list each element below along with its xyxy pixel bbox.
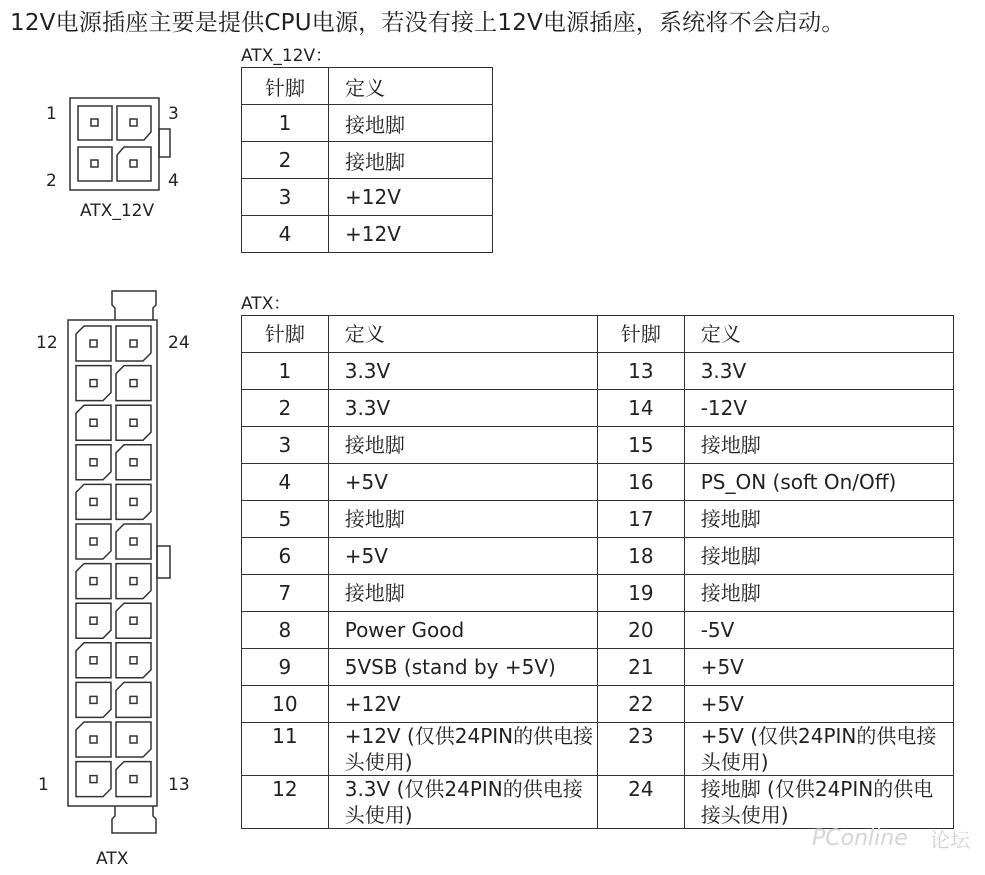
pin-label-24: 24 [168,333,190,353]
pin-contact [90,776,97,783]
pin-label-2: 2 [46,171,57,191]
pin-socket [116,643,151,678]
pin-cell: 5 [242,501,329,538]
definition-cell: +12V [329,179,493,216]
atx12v-diagram-label: ATX_12V [80,201,155,221]
header-definition-b: 定义 [684,316,953,353]
pin-contact [90,578,97,585]
atx-caption: ATX： [241,294,291,314]
definition-cell: +5V [684,686,953,723]
definition-cell: 接地脚 [329,105,493,142]
pin-cell: 11 [242,723,329,776]
definition-cell: PS_ON (soft On/Off) [684,464,953,501]
pin-socket [76,484,111,519]
definition-cell: Power Good [328,612,597,649]
pin-contact [130,340,137,347]
pin-contact [130,380,137,387]
pin-contact [90,419,97,426]
definition-cell: -5V [684,612,953,649]
page-title: 12V电源插座主要是提供CPU电源，若没有接上12V电源插座，系统将不会启动。 [10,10,845,36]
definition-cell: +5V (仅供24PIN的供电接头使用) [684,723,953,776]
pin-contact [90,696,97,703]
pin-socket [116,762,151,797]
pin-cell: 15 [597,427,684,464]
table-row [242,142,493,179]
pin-cell: 4 [242,464,329,501]
pin-cell: 2 [242,390,329,427]
header-definition-a: 定义 [328,316,597,353]
pin-socket [76,366,111,401]
atx12v-pin-table [241,67,493,253]
pin-socket [116,564,151,599]
header-pin-a: 针脚 [242,316,329,353]
pin-cell: 3 [242,179,329,216]
pin-contact [90,380,97,387]
atx12v-connector-diagram [70,98,170,190]
table-row [242,501,954,538]
table-row [242,216,493,253]
pin-cell: 24 [597,776,684,829]
table-row [242,353,954,390]
definition-cell: 3.3V (仅供24PIN的供电接头使用) [328,776,597,829]
pin-cell: 20 [597,612,684,649]
pin-contact [130,617,137,624]
table-row [242,649,954,686]
table-row [242,538,954,575]
pin-socket [116,484,151,519]
definition-cell: -12V [684,390,953,427]
table-row [242,686,954,723]
pin-socket [76,326,111,361]
table-row [242,390,954,427]
table-row [242,612,954,649]
pin-cell: 10 [242,686,329,723]
atx-diagram-label: ATX [96,849,129,869]
pin-label-1-atx: 1 [38,775,49,795]
pin-socket [116,445,151,480]
table-row [242,575,954,612]
definition-cell: +12V [328,686,597,723]
pin-label-4: 4 [168,171,179,191]
pin-cell: 8 [242,612,329,649]
table-row [242,427,954,464]
pin-contact [130,459,137,466]
pin-cell: 16 [597,464,684,501]
table-row [242,179,493,216]
pin-cell: 9 [242,649,329,686]
header-pin: 针脚 [242,68,329,105]
atx-pin-table [241,315,954,829]
pin-socket [76,682,111,717]
definition-cell: 接地脚 [328,427,597,464]
pin-cell: 4 [242,216,329,253]
pin-contact [130,736,137,743]
pin-cell: 1 [242,353,329,390]
definition-cell: 接地脚 [328,575,597,612]
pin-cell: 19 [597,575,684,612]
definition-cell: 3.3V [328,390,597,427]
pin-cell: 2 [242,142,329,179]
pin-cell: 3 [242,427,329,464]
pin-label-3: 3 [168,104,179,124]
pin-socket [116,524,151,559]
pin-socket [116,366,151,401]
header-definition: 定义 [329,68,493,105]
pin-socket [116,682,151,717]
definition-cell: +5V [684,649,953,686]
pin-socket [76,405,111,440]
pin-cell: 13 [597,353,684,390]
pin-contact [130,419,137,426]
pin-label-12: 12 [36,333,58,353]
table-row [242,105,493,142]
pin-cell: 21 [597,649,684,686]
table-row [242,776,954,829]
table-header-row [242,316,954,353]
table-row [242,464,954,501]
pin-socket [116,603,151,638]
pin-contact [130,498,137,505]
header-pin-b: 针脚 [597,316,684,353]
definition-cell: +12V (仅供24PIN的供电接头使用) [328,723,597,776]
definition-cell: 3.3V [684,353,953,390]
pin-socket [116,326,151,361]
pin-contact [90,340,97,347]
pin-socket [116,722,151,757]
pin-socket [76,762,111,797]
pin-contact [90,736,97,743]
pin-contact [130,538,137,545]
definition-cell: +12V [329,216,493,253]
pin-cell: 18 [597,538,684,575]
pin-contact [90,498,97,505]
table-row [242,723,954,776]
pin-socket [76,722,111,757]
pin-socket [76,524,111,559]
definition-cell: 接地脚 (仅供24PIN的供电接头使用) [684,776,953,829]
pin-contact [90,459,97,466]
pin-cell: 23 [597,723,684,776]
definition-cell: 接地脚 [328,501,597,538]
pin-label-1: 1 [46,104,57,124]
pin-contact [90,617,97,624]
atx24-connector-diagram [68,291,170,833]
pin-socket [76,643,111,678]
pin-cell: 22 [597,686,684,723]
definition-cell: 5VSB (stand by +5V) [328,649,597,686]
table-header-row [242,68,493,105]
pin-cell: 12 [242,776,329,829]
pin-contact [90,538,97,545]
atx12v-caption: ATX_12V： [241,46,333,66]
pin-socket [76,603,111,638]
pin-cell: 1 [242,105,329,142]
pin-socket [76,564,111,599]
watermark-forum: 论坛 [930,828,970,852]
watermark-brand: PConline [812,826,908,851]
pin-cell: 17 [597,501,684,538]
definition-cell: 接地脚 [684,427,953,464]
definition-cell: 接地脚 [329,142,493,179]
definition-cell: +5V [328,464,597,501]
pin-label-13: 13 [168,775,190,795]
pin-contact [130,776,137,783]
definition-cell: 3.3V [328,353,597,390]
pin-contact [90,657,97,664]
pin-socket [76,445,111,480]
pin-contact [130,578,137,585]
pin-contact [130,657,137,664]
definition-cell: +5V [328,538,597,575]
definition-cell: 接地脚 [684,538,953,575]
definition-cell: 接地脚 [684,501,953,538]
pin-cell: 7 [242,575,329,612]
pin-cell: 6 [242,538,329,575]
pin-contact [130,696,137,703]
pin-cell: 14 [597,390,684,427]
pin-socket [116,405,151,440]
definition-cell: 接地脚 [684,575,953,612]
